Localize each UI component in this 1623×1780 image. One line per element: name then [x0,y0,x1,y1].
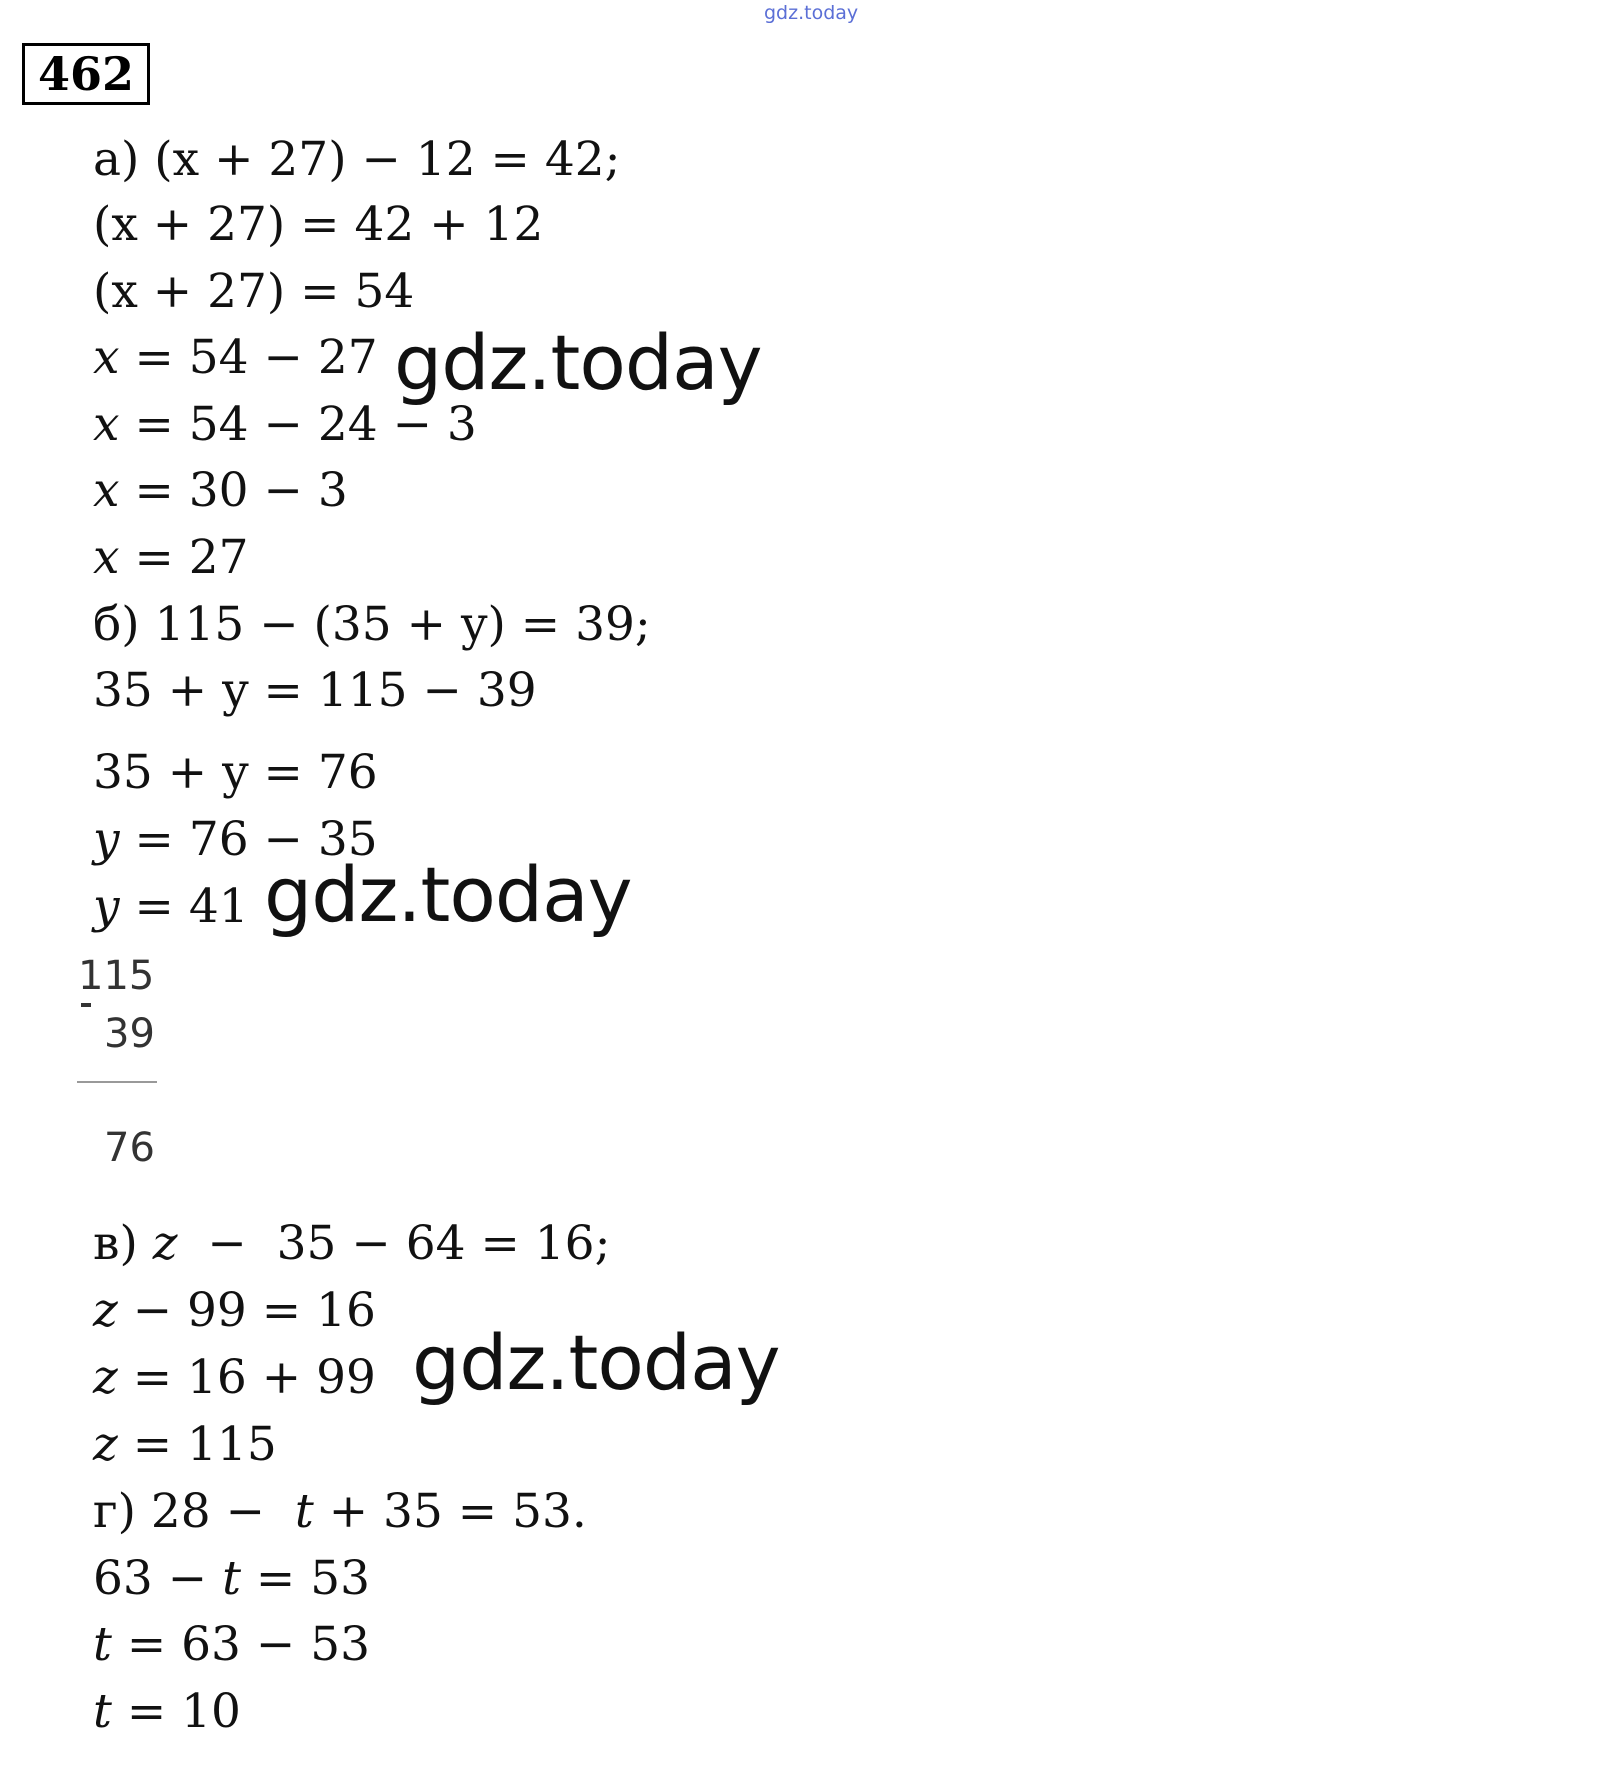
equation-line: 35 + y = 115 − 39 [93,663,537,718]
equation-line: 𝑥 = 54 − 24 − 3 [93,397,477,452]
column-minuend: 115 [78,953,155,999]
column-subtrahend: 39 [104,1011,155,1057]
column-minus-sign [81,1003,91,1007]
problem-number: 462 [22,43,150,105]
equation-line: 63 − 𝑡 = 53 [93,1551,371,1606]
equation-line: 𝑥 = 30 − 3 [93,463,348,518]
column-divider-line [77,1081,157,1083]
equation-line: а) (x + 27) − 12 = 42; [93,132,621,187]
header-watermark: gdz.today [764,2,859,24]
equation-line: 𝑥 = 54 − 27 [93,330,378,385]
watermark-text: gdz.today [394,318,762,407]
equation-line: б) 115 − (35 + y) = 39; [93,597,651,652]
equation-line: 𝑡 = 10 [93,1684,241,1739]
equation-line: 𝑡 = 63 − 53 [93,1617,371,1672]
equation-line: 𝑦 = 41 [93,879,249,934]
equation-line: в) 𝑧 − 35 − 64 = 16; [93,1216,611,1271]
watermark-text: gdz.today [264,850,632,939]
equation-line: г) 28 − 𝑡 + 35 = 53. [93,1484,587,1539]
equation-line: 𝑧 − 99 = 16 [93,1283,376,1338]
equation-line: 𝑧 = 16 + 99 [93,1350,376,1405]
equation-line: 𝑦 = 76 − 35 [93,812,378,867]
equation-line: (x + 27) = 42 + 12 [93,197,544,252]
equation-line: 35 + y = 76 [93,745,378,800]
equation-line: 𝑧 = 115 [93,1417,277,1472]
column-result: 76 [104,1125,155,1171]
watermark-text: gdz.today [412,1318,780,1407]
equation-line: (x + 27) = 54 [93,264,415,319]
equation-line: 𝑥 = 27 [93,530,249,585]
